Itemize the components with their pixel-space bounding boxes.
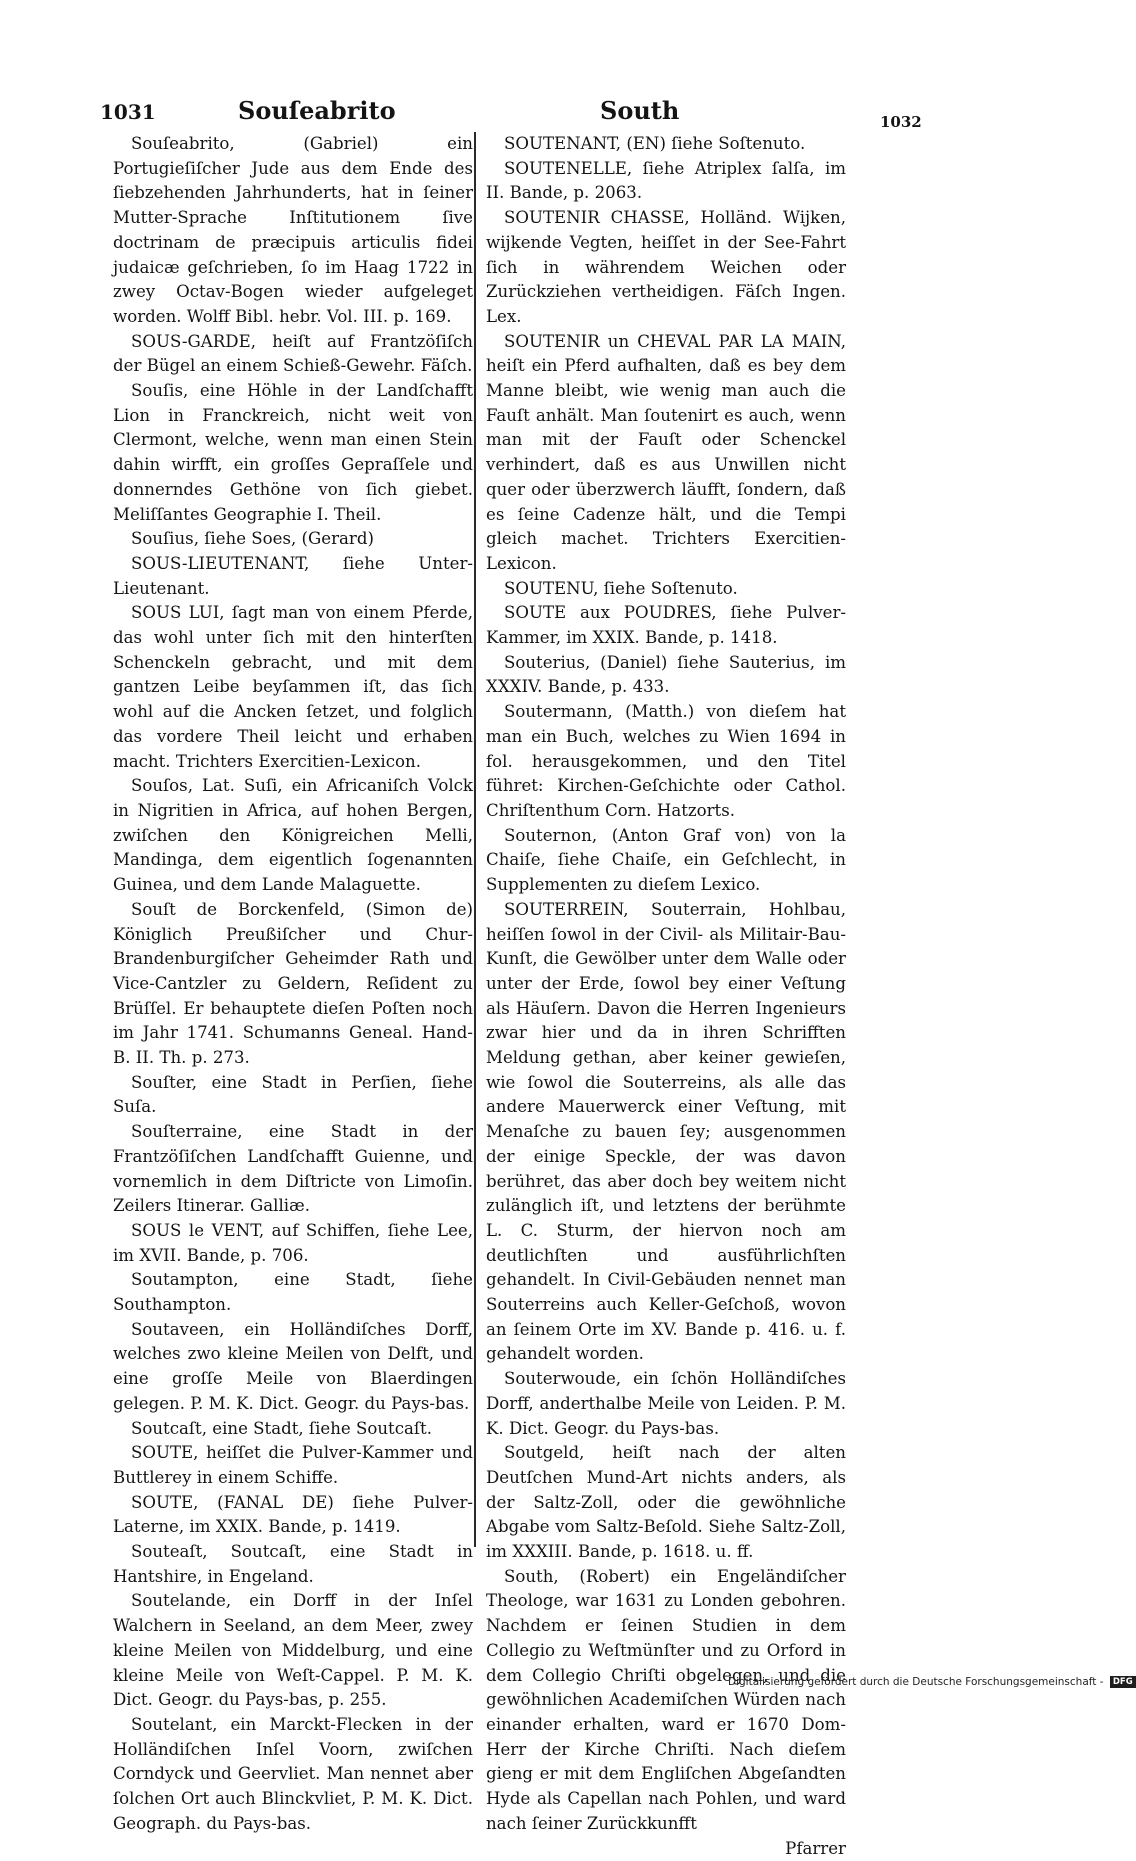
dictionary-entry: Souſis, eine Höhle in der Landſchafft Lion in Franckreich, nicht weit von Clermont, welche, wenn man einen Stein dahin wirfft, ein groſſes Gepraſſele und donnerndes Gethöne von ſich giebet. Meliſſantes Geographie I. Theil. xyxy=(113,381,473,524)
left-column xyxy=(113,132,473,1837)
dictionary-entry: SOUTERREIN, Souterrain, Hohlbau, heiſſen ſowol in der Civil- als Militair-Bau-Kunſt, die Gewölber unter dem Walle oder unter der Erde, ſowol bey einer Veſtung als Häuſern. Davon die Herren Ingenieurs zwar hier und da in ihren Schrifften Meldung gethan, aber keiner gewieſen, wie ſowol die Souterreins, als alle das andere Mauerwerck einer Veſtung, mit Menaſche zu bauen ſey; ausgenommen der einige Speckle, der was davon berühret, das aber doch bey weitem nicht zulänglich iſt, und letztens der berühmte L. C. Sturm, der hiervon noch am deutlichſten und ausführlichſten gehandelt. In Civil-Gebäuden nennet man Souterreins auch Keller-Geſchoß, wovon an ſeinem Orte im XV. Bande p. 416. u. f. gehandelt worden. xyxy=(486,899,846,1364)
dictionary-entry: Souteaſt, Soutcaſt, eine Stadt in Hantshire, in Engeland. xyxy=(113,1542,473,1586)
right-column xyxy=(486,132,846,1861)
left-running-head: Souſeabrito xyxy=(238,96,396,125)
dictionary-entry: SOUTE, heiſſet die Pulver-Kammer und Buttlerey in einem Schiffe. xyxy=(113,1443,473,1487)
dfg-logo: DFG xyxy=(1110,1676,1136,1688)
dictionary-entry: Soutcaſt, eine Stadt, ſiehe Soutcaſt. xyxy=(131,1418,432,1438)
dictionary-entry: South, (Robert) ein Engeländiſcher Theologe, war 1631 zu Londen gebohren. Nachdem er ſeinen Studien in dem Collegio zu Weſtmünſter und zu Orford in dem Collegio Chriſti obgelegen, und die gewöhnlichen Academiſchen Würden nach einander erhalten, ward er 1670 Dom-Herr der Kirche Chriſti. Nach dieſem gieng er mit dem Engliſchen Abgeſandten Hyde als Capellan nach Pohlen, und ward nach ſeiner Zurückkunfft xyxy=(486,1566,846,1833)
dictionary-entry: Souſius, ſiehe Soes, (Gerard) xyxy=(131,529,374,549)
dictionary-entry: Soutelant, ein Marckt-Flecken in der Holländiſchen Inſel Voorn, zwiſchen Corndyck und Geervliet. Man nennet aber ſolchen Ort auch Blinckvliet, P. M. K. Dict. Geograph. du Pays-bas. xyxy=(113,1715,473,1833)
dictionary-entry: Souſterraine, eine Stadt in der Frantzöſiſchen Landſchafft Guienne, und vornemlich in dem Diſtricte von Limoſin. Zeilers Itinerar. Galliæ. xyxy=(113,1122,473,1216)
dictionary-entry: SOUTENIR CHASSE, Holländ. Wijken, wijkende Vegten, heiſſet in der See-Fahrt ſich in währendem Weichen oder Zurückziehen vertheidigen. Fäſch Ingen. Lex. xyxy=(486,208,846,326)
dictionary-entry: SOUTE aux POUDRES, ſiehe Pulver-Kammer, im XXIX. Bande, p. 1418. xyxy=(486,603,846,648)
dictionary-entry: SOUTENU, ſiehe Soſtenuto. xyxy=(504,578,738,598)
dictionary-entry: Souterwoude, ein ſchön Holländiſches Dorff, anderthalbe Meile von Leiden. P. M. K. Dict. Geogr. du Pays-bas. xyxy=(486,1369,846,1438)
dictionary-entry: SOUTENANT, (EN) ſiehe Soſtenuto. xyxy=(504,134,806,153)
dictionary-entry: SOUS LUI, ſagt man von einem Pferde, das wohl unter ſich mit den hinterſten Schenckeln gebracht, und mit dem gantzen Leibe beyſammen iſt, das ſich wohl auf die Ancken ſetzet, und folglich das vordere Theil leicht und erhaben macht. Trichters Exercitien-Lexicon. xyxy=(113,603,473,771)
dictionary-entry: Souſos, Lat. Suſi, ein Africaniſch Volck in Nigritien in Africa, auf hohen Bergen, zwiſchen den Königreichen Melli, Mandinga, dem eigentlich ſogenannten Guinea, und dem Lande Malaguette. xyxy=(113,776,473,895)
right-running-head: South xyxy=(600,96,680,125)
dictionary-entry: Soutgeld, heiſt nach der alten Deutſchen Mund-Art nichts anders, als der Saltz-Zoll, oder die gewöhnliche Abgabe vom Saltz-Beſold. Siehe Saltz-Zoll, im XXXIII. Bande, p. 1618. u. ff. xyxy=(486,1443,846,1562)
dictionary-entry: SOUS-GARDE, heiſt auf Frantzöſiſch der Bügel an einem Schieß-Gewehr. Fäſch. xyxy=(113,331,473,376)
dictionary-entry: Souſt de Borckenfeld, (Simon de) Königlich Preußiſcher und Chur-Brandenburgiſcher Geheimder Rath und Vice-Cantzler zu Geldern, Reſident zu Brüſſel. Er behauptete dieſen Poſten noch im Jahr 1741. Schumanns Geneal. Hand-B. II. Th. p. 273. xyxy=(113,899,473,1068)
dictionary-entry: Soutaveen, ein Holländiſches Dorff, welches zwo kleine Meilen von Delft, und eine groſſe Meile von Blaerdingen gelegen. P. M. K. Dict. Geogr. du Pays-bas. xyxy=(113,1319,473,1413)
dictionary-entry: Soutelande, ein Dorff in der Inſel Walchern in Seeland, an dem Meer, zwey kleine Meilen von Middelburg, und eine kleine Meile von Weſt-Cappel. P. M. K. Dict. Geogr. du Pays-bas, p. 255. xyxy=(113,1591,473,1710)
dictionary-entry: Soutermann, (Matth.) von dieſem hat man ein Buch, welches zu Wien 1694 in fol. herausgekommen, und den Titel führet: Kirchen-Geſchichte oder Cathol. Chriſtenthum Corn. Hatzorts. xyxy=(486,702,846,820)
dictionary-entry: Souſeabrito, (Gabriel) ein Portugieſiſcher Jude aus dem Ende des ſiebzehenden Jahrhunderts, hat in ſeiner Mutter-Sprache Inſtitutionem ſive doctrinam de præcipuis articulis fidei judaicæ geſchrieben, ſo im Haag 1722 in zwey Octav-Bogen wieder aufgeleget worden. Wolff Bibl. hebr. Vol. III. p. 169. xyxy=(113,134,473,326)
footer xyxy=(728,1676,1136,1688)
left-page-number: 1031 xyxy=(100,100,156,124)
dictionary-entry: Souternon, (Anton Graf von) von la Chaiſe, ſiehe Chaiſe, ein Geſchlecht, in Supplementen zu dieſem Lexico. xyxy=(486,825,846,895)
dictionary-entry: SOUTE, (FANAL DE) ſiehe Pulver-Laterne, im XXIX. Bande, p. 1419. xyxy=(113,1492,473,1537)
dictionary-entry: Souſter, eine Stadt in Perſien, ſiehe Suſa. xyxy=(113,1072,473,1117)
dictionary-entry: Pfarrer xyxy=(785,1838,846,1858)
dictionary-entry: SOUS le VENT, auf Schiffen, ſiehe Lee, im XVII. Bande, p. 706. xyxy=(113,1220,473,1265)
dictionary-entry: SOUTENIR un CHEVAL PAR LA MAIN, heiſt ein Pferd aufhalten, daß es bey dem Manne bleibt, wie wenig man auch die Fauſt anhält. Man ſoutenirt es auch, wenn man mit der Fauſt oder Schenckel verhindert, daß es aus Unwillen nicht quer oder überzwerch läufft, ſondern, daß es ſeine Cadenze hält, und die Tempi gleich machet. Trichters Exercitien-Lexicon. xyxy=(486,331,846,573)
dictionary-entry: SOUTENELLE, ſiehe Atriplex ſalſa, im II. Bande, p. 2063. xyxy=(486,158,846,203)
dictionary-entry: Souterius, (Daniel) ſiehe Sauterius, im XXXIV. Bande, p. 433. xyxy=(486,652,846,697)
dictionary-entry: SOUS-LIEUTENANT, ſiehe Unter-Lieutenant. xyxy=(113,553,473,598)
footer-text: Digitalisierung gefördert durch die Deutsche Forschungsgemeinschaft - xyxy=(728,1676,1104,1688)
dictionary-entry: Soutampton, eine Stadt, ſiehe Southampton. xyxy=(113,1270,473,1315)
column-separator xyxy=(474,132,476,1547)
right-page-number: 1032 xyxy=(880,113,922,131)
